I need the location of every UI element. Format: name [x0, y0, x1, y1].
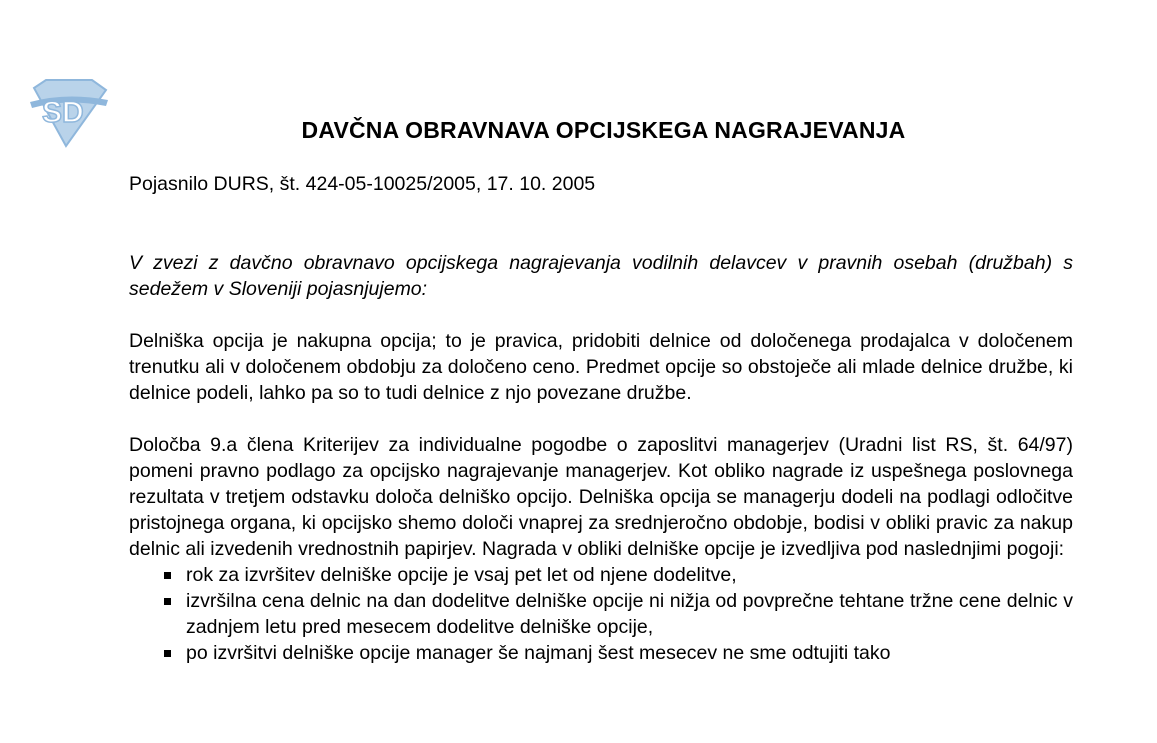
document-title: DAVČNA OBRAVNAVA OPCIJSKEGA NAGRAJEVANJA: [301, 117, 906, 143]
list-item: po izvršitvi delniške opcije manager še najmanj šest mesecev ne sme odtujiti tako: [129, 640, 1073, 666]
document-subtitle: Pojasnilo DURS, št. 424-05-10025/2005, 17. 10. 2005: [129, 173, 596, 195]
paragraph-1: Delniška opcija je nakupna opcija; to je pravica, pridobiti delnice od določenega prodajalca v določenem trenutku ali v določenem obdobju za določeno ceno. Predmet opcije so obstoječe ali mlade delnice družbe, ki delnice podeli, lahko pa so to tudi delnice z njo povezane družbe.: [129, 330, 1073, 404]
intro-paragraph: V zvezi z davčno obravnavo opcijskega nagrajevanja vodilnih delavcev v pravnih osebah (družbah) s sedežem v Sloveniji pojasnjujemo:: [129, 252, 1073, 300]
document-body: [129, 250, 1073, 743]
conditions-list: [129, 562, 1073, 666]
list-item: rok za izvršitev delniške opcije je vsaj pet let od njene dodelitve,: [129, 562, 1073, 588]
logo-letters: SD: [42, 96, 84, 129]
list-item: izvršilna cena delnic na dan dodelitve delniške opcije ni nižja od povprečne tehtane tržne cene delnic v zadnjem letu pred mesecem dodelitve delniške opcije,: [129, 588, 1073, 640]
paragraph-2: Določba 9.a člena Kriterijev za individualne pogodbe o zaposlitvi managerjev (Uradni list RS, št. 64/97) pomeni pravno podlago za opcijsko nagrajevanje managerjev. Kot obliko nagrade iz uspešnega poslovnega rezultata v tretjem odstavku določa delniško opcijo. Delniška opcija se managerju dodeli na podlagi odločitve pristojnega organa, ki opcijsko shemo določi vnaprej za srednjeročno obdobje, bodisi v obliki pravic za nakup delnic ali izvedenih vrednostnih papirjev. Nagrada v obliki delniške opcije je izvedljiva pod naslednjimi pogoji:: [129, 434, 1073, 560]
